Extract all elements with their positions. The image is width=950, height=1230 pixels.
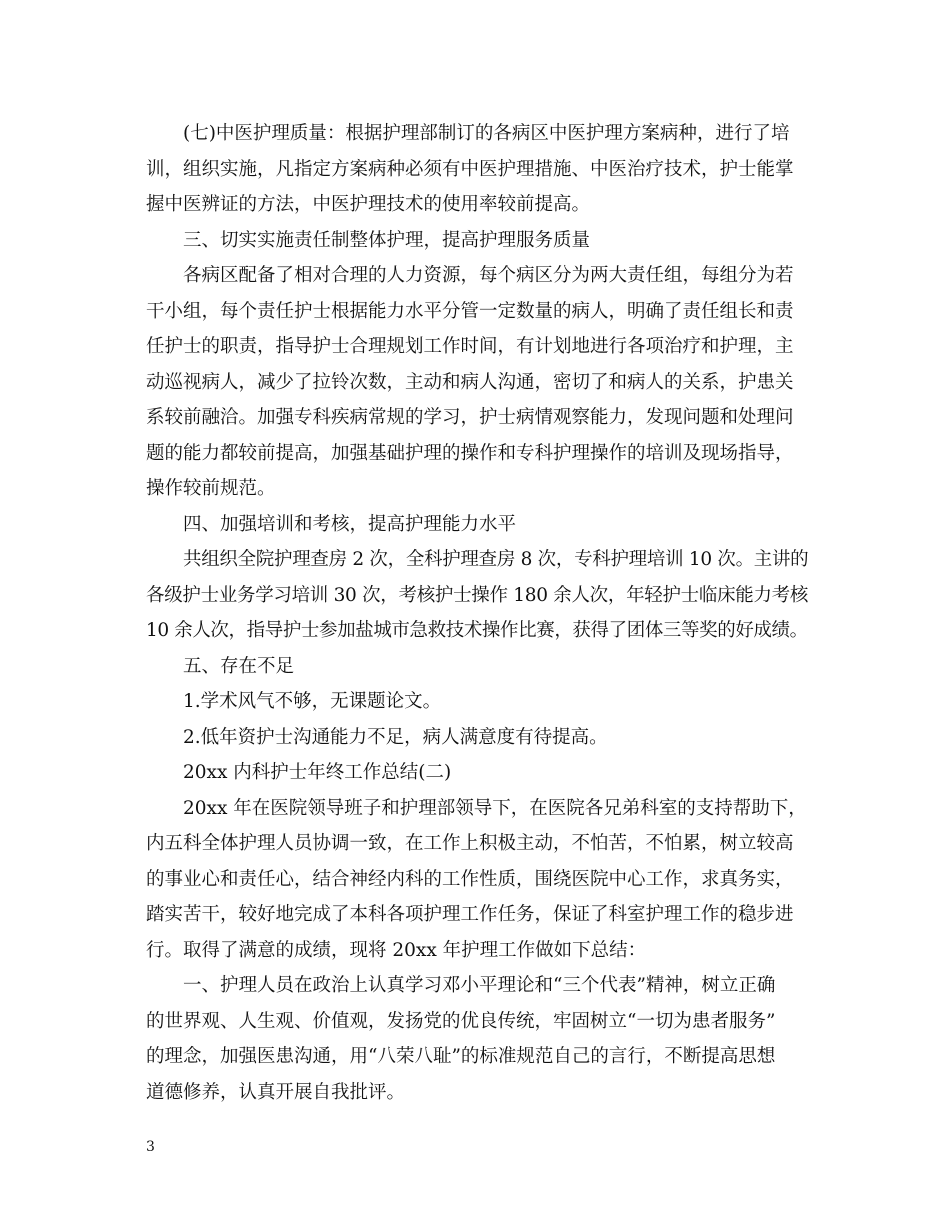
text-line: 操作较前规范。 [146,478,276,499]
text-line: 系较前融洽。加强专科疾病常规的学习，护士病情观察能力，发现问题和处理问 [146,407,794,428]
text-line: 的事业心和责任心，结合神经内科的工作性质，围绕医院中心工作，求真务实， [146,868,794,890]
text-line: 20xx 内科护士年终工作总结(二) [183,762,452,783]
text-line: 行。取得了满意的成绩，现将 20xx 年护理工作做如下总结： [146,939,647,961]
page-number: 3 [146,1139,155,1155]
paragraph [146,649,808,685]
text-line: 训，组织实施，凡指定方案病种必须有中医护理措施、中医治疗技术，护士能掌 [146,158,794,180]
paragraph [146,684,808,720]
text-line: 共组织全院护理查房 2 次，全科护理查房 8 次，专科护理培训 10 次。主讲的 [183,549,809,570]
document-body [146,116,808,1110]
text-line: 题的能力都较前提高，加强基础护理的操作和专科护理操作的培训及现场指导， [146,442,794,464]
paragraph [146,791,808,969]
text-line: (七)中医护理质量：根据护理部制订的各病区中医护理方案病种，进行了培 [183,123,790,144]
paragraph [146,542,808,649]
text-line: 的理念，加强医患沟通，用“八荣八耻”的标准规范自己的言行，不断提高思想 [146,1046,776,1067]
text-line: 一、护理人员在政治上认真学习邓小平理论和“三个代表”精神，树立正确 [183,975,776,996]
paragraph [146,258,808,507]
text-line: 各病区配备了相对合理的人力资源，每个病区分为两大责任组，每组分为若 [183,265,794,286]
text-line: 五、存在不足 [183,655,295,677]
text-line: 任护士的职责，指导护士合理规划工作时间，有计划地进行各项治疗和护理，主 [146,336,794,357]
text-line: 踏实苦干，较好地完成了本科各项护理工作任务，保证了科室护理工作的稳步进 [146,904,794,925]
text-line: 四、加强培训和考核，提高护理能力水平 [183,513,517,535]
text-line: 三、切实实施责任制整体护理，提高护理服务质量 [183,229,591,251]
text-line: 的世界观、人生观、价值观，发扬党的优良传统，牢固树立“一切为患者服务” [146,1010,776,1032]
paragraph [146,720,808,756]
text-line: 干小组，每个责任护士根据能力水平分管一定数量的病人，明确了责任组长和责 [146,300,794,322]
paragraph [146,116,808,223]
text-line: 动巡视病人，减少了拉铃次数，主动和病人沟通，密切了和病人的关系，护患关 [146,371,794,393]
paragraph [146,968,808,1110]
paragraph [146,223,808,259]
text-line: 20xx 年在医院领导班子和护理部领导下，在医院各兄弟科室的支持帮助下， [183,797,807,819]
text-line: 内五科全体护理人员协调一致，在工作上积极主动，不怕苦，不怕累，树立较高 [146,833,794,854]
text-line: 1.学术风气不够，无课题论文。 [183,691,442,712]
paragraph [146,507,808,543]
text-line: 10 余人次，指导护士参加盐城市急救技术操作比赛，获得了团体三等奖的好成绩。 [146,620,808,641]
text-line: 握中医辨证的方法，中医护理技术的使用率较前提高。 [146,194,591,215]
text-line: 道德修养，认真开展自我批评。 [146,1081,406,1103]
paragraph [146,755,808,791]
text-line: 2.低年资护士沟通能力不足，病人满意度有待提高。 [183,726,608,748]
text-line: 各级护士业务学习培训 30 次，考核护士操作 180 余人次，年轻护士临床能力考核 [146,584,809,606]
